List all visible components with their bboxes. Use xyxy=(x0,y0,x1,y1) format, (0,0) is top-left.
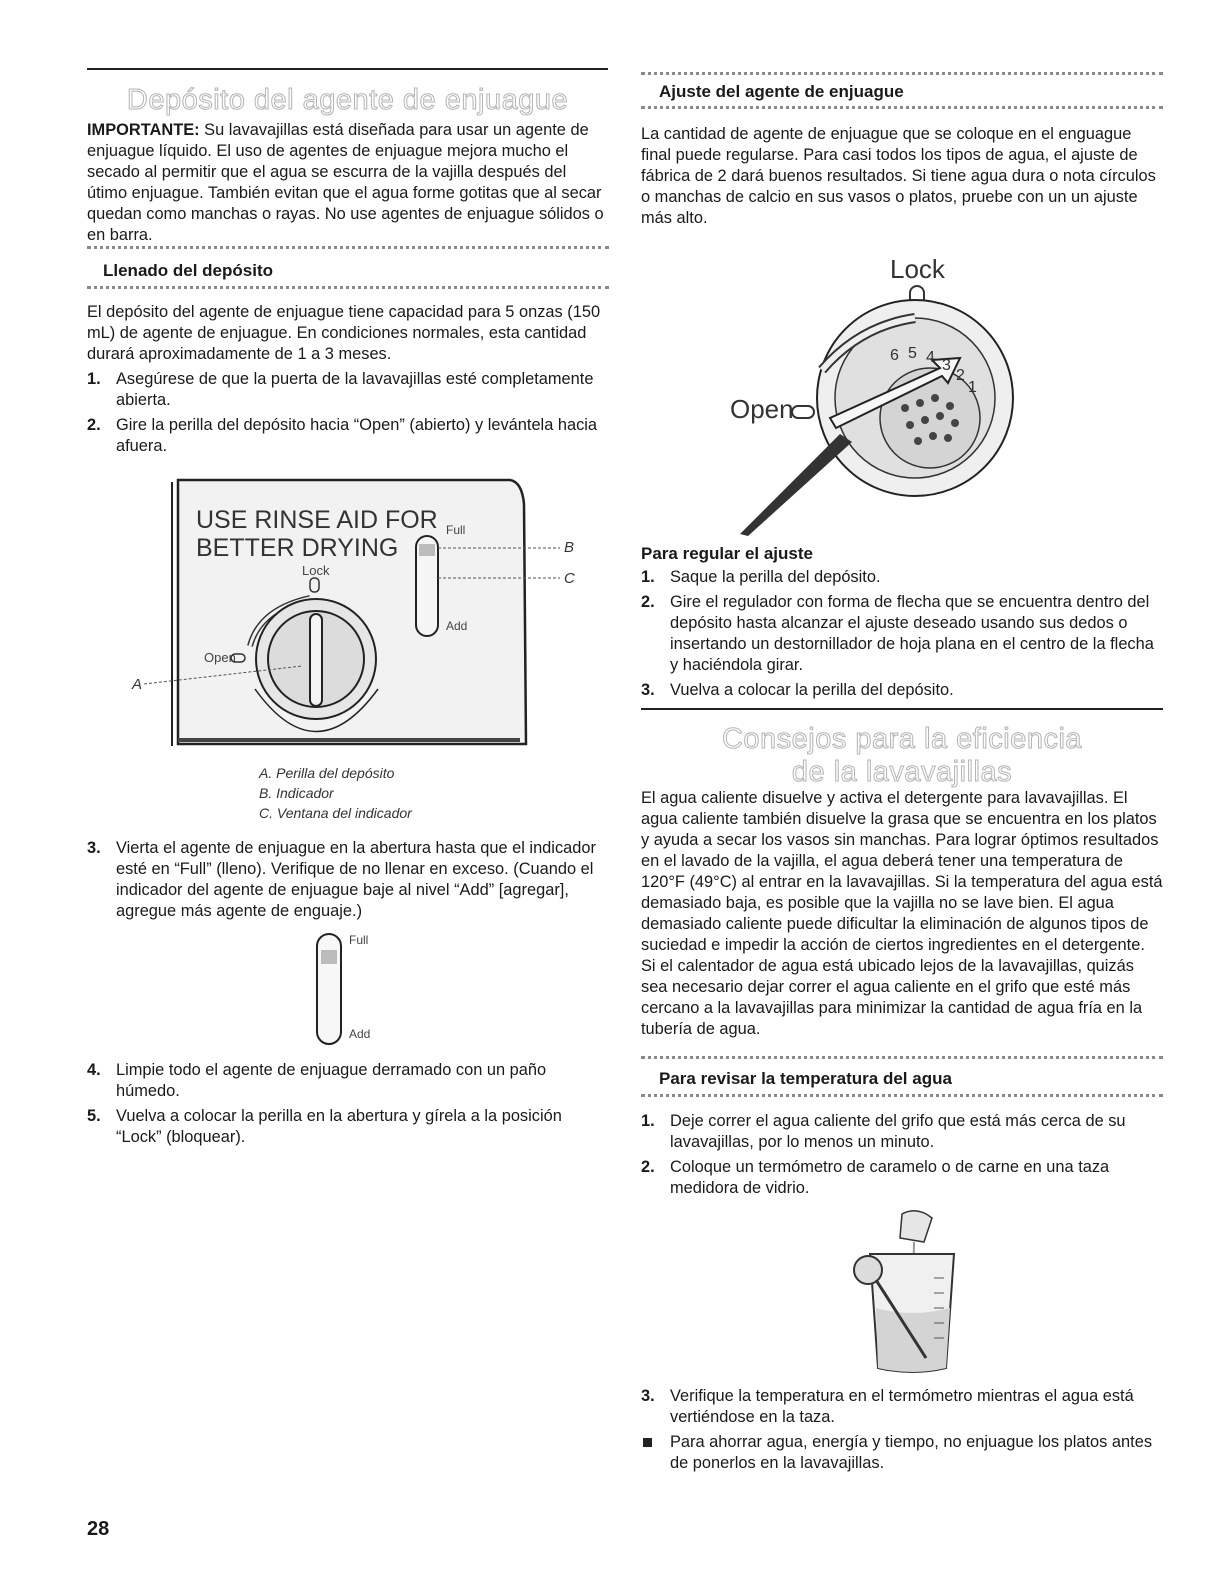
svg-text:1: 1 xyxy=(968,379,977,396)
adjust-paragraph: La cantidad de agente de enjuague que se coloque en el enguague final puede regularse. Para casi todos los tipos de agua, el ajuste de fábrica de 2 dará buenos resultados. Si tiene agua dura o nota círculos o manchas de calcio en sus vasos o platos, pruebe con un un ajuste más alto. xyxy=(641,125,1156,227)
list-item: 1. Saque la perilla del depósito. xyxy=(641,568,881,586)
bullet-item: Para ahorrar agua, energía y tiempo, no enjuague los platos antes de ponerlos en la lavavajillas. xyxy=(641,1432,1163,1474)
step-3-left xyxy=(87,838,609,926)
list-item: 1. Asegúrese de que la puerta de la lavavajillas esté completamente abierta. xyxy=(87,370,594,409)
list-item: 1. Deje correr el agua caliente del grifo que está más cerca de su lavavajillas, por lo menos un minuto. xyxy=(641,1112,1126,1151)
faucet-icon xyxy=(900,1211,932,1242)
tips-title-line1: Consejos para la eficiencia xyxy=(721,723,1083,755)
dial-illustration xyxy=(720,248,1040,538)
list-item: 4. Limpie todo el agente de enjuague derramado con un paño húmedo. xyxy=(87,1061,547,1100)
adjust-title: Ajuste del agente de enjuague xyxy=(659,82,904,101)
divider-dotted xyxy=(641,72,1163,75)
page-number: 28 xyxy=(87,1518,110,1540)
top-rule-right xyxy=(641,708,1163,710)
divider-dotted xyxy=(87,246,609,249)
list-item: 5. Vuelva a colocar la perilla en la abertura y gírela a la posición “Lock” (bloquear). xyxy=(87,1107,562,1146)
open-icon xyxy=(792,406,814,418)
check-step-3 xyxy=(641,1386,1163,1478)
list-item: 3. Vuelva a colocar la perilla del depósito. xyxy=(641,681,954,699)
tips-paragraph: El agua caliente disuelve y activa el detergente para lavavajillas. El agua caliente también disuelve la grasa que se encuentra en los platos y ayuda a secar los vasos sin manchas. Para lograr óptimos resultados en el lavado de la vajilla, el agua deberá tener una temperatura de 120°F (49°C) al entrar en la lavavajillas. Si la temperatura del agua está demasiado baja, es posible que la vajilla no se lave bien. El agua demasiado caliente puede dificultar la eliminación de algunos tipos de suciedad e impedir la acción de ciertos ingredientes en el detergente. Si el calentador de agua está ubicado lejos de la lavavajillas, quizás sea necesario dejar correr el agua caliente en el grifo que esté más cercano a la lavavajillas para minimizar la cantidad de agua fría en la tubería de agua. xyxy=(641,789,1163,1038)
list-item: 3. Vierta el agente de enjuague en la abertura hasta que el indicador esté en “Full” (lleno). Verifique de no llenar en exceso. (Cuando el indicador del agente de enjuague baje al nivel “Add” [agregar], agregue más agente de enguaje.) xyxy=(87,839,596,920)
regulate-title: Para regular el ajuste xyxy=(641,544,813,563)
tips-title-line2: de la lavavajillas xyxy=(791,756,1013,788)
regulate-steps xyxy=(641,567,1163,705)
measuring-cup-illustration xyxy=(842,1208,972,1378)
divider-dotted xyxy=(641,1056,1163,1059)
indicator-illustration xyxy=(305,928,385,1050)
label-b: B xyxy=(564,539,575,556)
list-item: 3. Verifique la temperatura en el termómetro mientras el agua está vertiéndose en la taza. xyxy=(641,1387,1134,1426)
divider-dotted xyxy=(87,286,609,289)
indicator-full-label: Full xyxy=(349,933,369,947)
important-text: Su lavavajillas está diseñada para usar un agente de enjuague líquido. El uso de agentes de enjuague mejora mucho el secado al permitir que el agua se escurra de la vajilla después del útimo enjuague. También evitan que el agua forme gotitas que al secar quedan como manchas o rayas. No use agentes de enjuague sólidos o en barra. xyxy=(87,121,604,244)
fill-paragraph: El depósito del agente de enjuague tiene capacidad para 5 onzas (150 mL) de agente de enjuague. En condiciones normales, esta cantidad durará aproximadamente de 1 a 3 meses. xyxy=(87,303,601,363)
divider-dotted xyxy=(641,1094,1163,1097)
svg-text:3: 3 xyxy=(942,357,951,374)
list-item: 2. Gire el regulador con forma de flecha que se encuentra dentro del depósito hasta alcanzar el ajuste deseado usando sus dedos o insertando un destornillador de hoja plana en el centro de la flecha y haciéndola girar. xyxy=(641,593,1154,674)
diagram-add-label: Add xyxy=(446,619,468,633)
diagram-open-label: Open xyxy=(204,650,236,665)
indicator-level xyxy=(419,544,435,556)
bullet-icon xyxy=(643,1438,652,1447)
dial-open-label: Open xyxy=(730,394,794,424)
check-title: Para revisar la temperatura del agua xyxy=(659,1069,952,1088)
label-c: C xyxy=(564,570,575,587)
dial-lock-label: Lock xyxy=(890,254,945,284)
diagram-line1: USE RINSE AID FOR xyxy=(196,506,438,534)
top-rule-left xyxy=(87,68,608,70)
indicator-level xyxy=(321,950,337,964)
svg-text:6: 6 xyxy=(890,347,899,364)
list-item: 2. Gire la perilla del depósito hacia “Open” (abierto) y levántela hacia afuera. xyxy=(87,416,598,455)
fill-title: Llenado del depósito xyxy=(103,261,274,280)
thermometer-icon xyxy=(854,1256,882,1284)
list-item: 2. Coloque un termómetro de caramelo o de carne en una taza medidora de vidrio. xyxy=(641,1158,1110,1197)
important-paragraph xyxy=(87,120,609,246)
label-a: A xyxy=(132,676,143,693)
svg-text:2: 2 xyxy=(956,367,965,384)
caption-a: A. Perilla del depósito xyxy=(259,765,395,781)
svg-text:5: 5 xyxy=(908,345,917,362)
important-label: IMPORTANTE: xyxy=(87,121,200,139)
section-title-rinse-aid: Depósito del agente de enjuague xyxy=(126,84,569,116)
diagram-line2: BETTER DRYING xyxy=(196,534,399,562)
divider-dotted xyxy=(641,106,1163,109)
diagram-full-label: Full xyxy=(446,523,466,537)
indicator-add-label: Add xyxy=(349,1027,371,1041)
caption-c: C. Ventana del indicador xyxy=(259,805,412,821)
svg-text:4: 4 xyxy=(926,349,935,366)
screwdriver-icon xyxy=(740,434,852,536)
steps-list-b xyxy=(87,1060,609,1152)
steps-list-a xyxy=(87,369,609,461)
caption-b: B. Indicador xyxy=(259,785,334,801)
dispenser-diagram xyxy=(120,474,600,750)
diagram-captions xyxy=(259,763,412,823)
check-steps xyxy=(641,1111,1163,1203)
diagram-lock-label: Lock xyxy=(302,563,330,578)
